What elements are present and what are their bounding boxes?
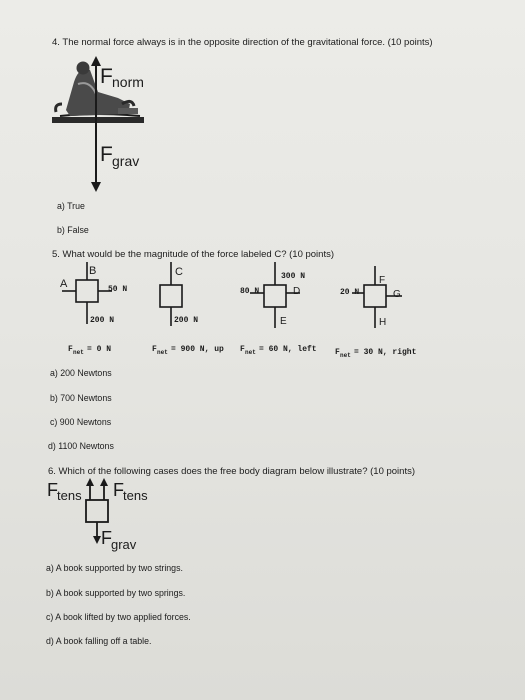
question-5: 5. What would be the magnitude of the force labeled C? (10 points) [52, 249, 335, 260]
label-B: B [89, 265, 97, 277]
fgrav-subscript: grav [112, 153, 140, 169]
fnet-1-label: F [68, 345, 73, 354]
question-4: 4. The normal force always is in the opposite direction of the gravitational force. (10 points) [52, 37, 433, 48]
fnet-2-value: = 900 N, up [171, 345, 224, 354]
label-E: E [280, 316, 287, 327]
fnet-4-value: = 30 N, right [354, 348, 417, 357]
q5-option-a: a) 200 Newtons [50, 368, 112, 378]
q6-option-d: d) A book falling off a table. [46, 636, 152, 646]
label-A: A [60, 278, 68, 290]
force-300N: 300 N [281, 272, 306, 281]
fnet-3-sub: net [245, 349, 256, 356]
question-6: 6. Which of the following cases does the free body diagram below illustrate? (10 points) [48, 466, 416, 477]
label-H: H [379, 317, 387, 328]
q4-option-a: a) True [57, 201, 85, 211]
label-G: G [393, 289, 401, 300]
fnorm-subscript: norm [112, 74, 144, 90]
force-200N-1: 200 N [90, 316, 115, 325]
fnet-3-value: = 60 N, left [259, 345, 317, 354]
fnet-1-sub: net [73, 349, 84, 356]
arrow-down-icon [93, 536, 101, 544]
q6-option-c: c) A book lifted by two applied forces. [46, 612, 191, 622]
fnet-2-label: F [152, 345, 157, 354]
q6-option-b: b) A book supported by two springs. [46, 588, 186, 598]
q6-option-a: a) A book supported by two strings. [46, 563, 183, 573]
arrow-up-icon [86, 478, 94, 486]
fgrav-label-q6: F [101, 528, 112, 548]
force-50N: 50 N [108, 285, 128, 294]
fnet-2-sub: net [157, 349, 168, 356]
fgrav-label: F [100, 143, 113, 166]
ftens-left-sub: tens [57, 488, 82, 503]
fnet-3-label: F [240, 345, 245, 354]
force-20N: 20 N [340, 288, 360, 297]
q5-option-c: c) 900 Newtons [50, 417, 112, 427]
q4-option-b: b) False [57, 225, 89, 235]
q5-option-d: d) 1100 Newtons [48, 441, 114, 451]
force-80N: 80 N [240, 287, 260, 296]
ftens-right-sub: tens [123, 488, 148, 503]
label-F: F [379, 275, 386, 286]
ftens-right-label: F [113, 480, 124, 500]
arrow-up-icon [100, 478, 108, 486]
fnet-4-sub: net [340, 352, 351, 359]
ftens-left-label: F [47, 480, 58, 500]
label-D: D [293, 286, 301, 297]
fnet-1-value: = 0 N [87, 345, 112, 354]
force-200N-2: 200 N [174, 316, 199, 325]
fnet-4-label: F [335, 348, 340, 357]
fnorm-label: F [100, 65, 113, 88]
label-C: C [175, 266, 183, 278]
fgrav-sub-q6: grav [111, 537, 137, 552]
q5-option-b: b) 700 Newtons [50, 393, 112, 403]
